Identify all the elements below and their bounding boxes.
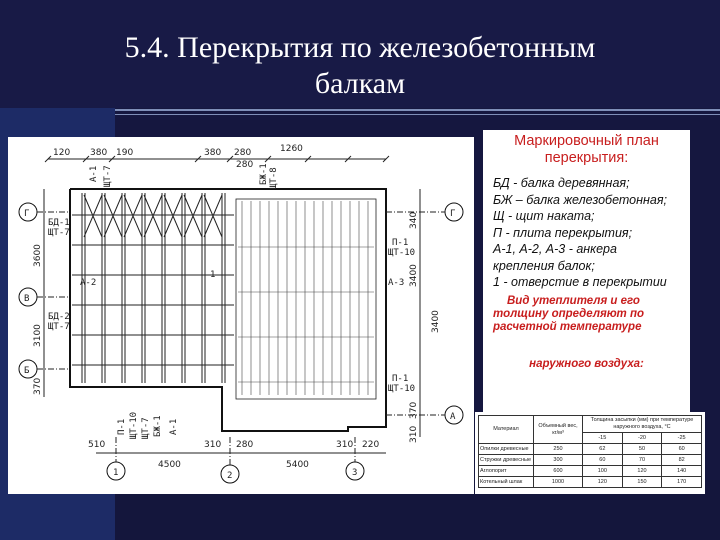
label-sht7-top: ЩТ-7 bbox=[103, 165, 113, 187]
cell-t15: 120 bbox=[583, 477, 623, 488]
table-row bbox=[479, 466, 702, 477]
dim-top-4: 380 bbox=[204, 148, 222, 158]
label-sht8-top: ЩТ-8 bbox=[269, 167, 279, 189]
title-rule-thin bbox=[115, 114, 720, 115]
cell-material: Котельный шлак bbox=[479, 477, 534, 488]
axis-a-right: А bbox=[450, 412, 456, 422]
th-thickness: Толщина засыпки (мм) при температуре наружного воздуха, °С bbox=[583, 416, 702, 433]
dim-bottom-3: 280 bbox=[236, 440, 254, 450]
cell-t25: 170 bbox=[662, 477, 702, 488]
th-temp-15: -15 bbox=[583, 433, 623, 444]
insulation-table-grid bbox=[478, 415, 702, 488]
label-a1-bottom: А-1 bbox=[169, 418, 179, 435]
floor-plan-drawing bbox=[8, 137, 474, 494]
label-bd1: БД-1 bbox=[48, 218, 70, 228]
label-sht10-bottom: ЩТ-10 bbox=[129, 411, 139, 439]
legend-item: крепления балок; bbox=[493, 258, 595, 273]
cell-material: Аглопорит bbox=[479, 466, 534, 477]
table-row bbox=[479, 444, 702, 455]
dim-right-4: 370 bbox=[409, 401, 419, 419]
dim-right-3: 3400 bbox=[431, 310, 441, 333]
cell-t25: 140 bbox=[662, 466, 702, 477]
axis-g-right: Г bbox=[450, 209, 456, 219]
dim-top-2: 380 bbox=[90, 148, 108, 158]
dim-bottom-5: 5400 bbox=[286, 460, 309, 470]
title-line-2: балкам bbox=[314, 67, 406, 100]
label-sht10-b: ЩТ-10 bbox=[388, 384, 416, 394]
note-line-2: толщину определяют по bbox=[493, 307, 645, 320]
dim-right-2: 3400 bbox=[409, 264, 419, 287]
label-bj1-bottom: БЖ-1 bbox=[153, 415, 163, 437]
legend-item: П - плита перекрытия; bbox=[493, 225, 633, 240]
dim-top-7: 280 bbox=[234, 148, 252, 158]
th-material: Материал bbox=[479, 416, 534, 444]
cell-t15: 100 bbox=[583, 466, 623, 477]
cell-weight: 1000 bbox=[534, 477, 583, 488]
legend-item: БЖ – балка железобетонная; bbox=[493, 192, 667, 207]
axis-1-bottom: 1 bbox=[113, 468, 119, 478]
cell-t15: 60 bbox=[583, 455, 623, 466]
label-sht7-bottom: ЩТ-7 bbox=[141, 417, 151, 439]
legend-heading bbox=[483, 133, 690, 167]
cell-t20: 70 bbox=[622, 455, 662, 466]
insulation-note bbox=[493, 295, 684, 334]
note-line-3: расчетной температуре bbox=[493, 320, 642, 333]
label-opening: 1 bbox=[210, 270, 216, 280]
floor-plan-svg bbox=[8, 137, 474, 494]
legend-panel bbox=[483, 130, 690, 412]
label-p1-bottom: П-1 bbox=[117, 418, 127, 435]
label-p1-a: П-1 bbox=[392, 238, 409, 248]
dim-right-5: 310 bbox=[409, 425, 419, 443]
title-rule bbox=[115, 109, 720, 111]
legend-item: 1 - отверстие в перекрытии bbox=[493, 275, 667, 289]
legend-item: Щ - щит наката; bbox=[493, 209, 595, 223]
cell-t25: 60 bbox=[662, 444, 702, 455]
cell-t15: 62 bbox=[583, 444, 623, 455]
dim-left-3: 370 bbox=[33, 377, 43, 395]
dim-top-5: 1260 bbox=[280, 144, 303, 154]
axis-g-left: Г bbox=[24, 209, 30, 219]
cell-weight: 300 bbox=[534, 455, 583, 466]
cell-t20: 150 bbox=[622, 477, 662, 488]
label-bj1-top: БЖ-1 bbox=[259, 163, 269, 185]
note-line-1: Вид утеплителя и его bbox=[507, 294, 640, 307]
dim-top-6: 280 bbox=[236, 160, 254, 170]
table-row bbox=[479, 455, 702, 466]
cell-material: Опилки древесные bbox=[479, 444, 534, 455]
label-sht7-a: ЩТ-7 bbox=[48, 228, 70, 238]
axis-b-left: Б bbox=[24, 366, 30, 376]
cell-weight: 250 bbox=[534, 444, 583, 455]
axis-v-left: В bbox=[24, 294, 30, 304]
th-temp-25: -25 bbox=[662, 433, 702, 444]
note-line-4: наружного воздуха: bbox=[529, 357, 644, 370]
legend-heading-line-2: перекрытия: bbox=[544, 150, 629, 166]
label-sht7-b: ЩТ-7 bbox=[48, 322, 70, 332]
dim-bottom-4: 4500 bbox=[158, 460, 181, 470]
legend-item: А-1, А-2, А-3 - анкера bbox=[493, 242, 617, 256]
dim-top-3: 190 bbox=[116, 148, 134, 158]
cell-t25: 82 bbox=[662, 455, 702, 466]
dim-left-1: 3600 bbox=[33, 244, 43, 267]
dim-left-2: 3100 bbox=[33, 324, 43, 347]
dim-bottom-1: 510 bbox=[88, 440, 106, 450]
axis-2-bottom: 2 bbox=[227, 471, 233, 481]
label-p1-b: П-1 bbox=[392, 374, 409, 384]
label-a3: А-3 bbox=[388, 278, 405, 288]
slide-title bbox=[0, 30, 720, 102]
cell-t20: 50 bbox=[622, 444, 662, 455]
label-sht10-a: ЩТ-10 bbox=[388, 248, 416, 258]
title-line-1: 5.4. Перекрытия по железобетонным bbox=[124, 31, 596, 64]
dim-top-1: 120 bbox=[53, 148, 71, 158]
dim-right-1: 340 bbox=[409, 211, 419, 229]
label-a1-top: А-1 bbox=[89, 165, 99, 182]
dim-bottom-7: 220 bbox=[362, 440, 380, 450]
legend-heading-line-1: Маркировочный план bbox=[514, 133, 659, 149]
legend-list bbox=[493, 175, 686, 291]
th-weight: Объемный вес, кг/м³ bbox=[534, 416, 583, 444]
dim-bottom-6: 310 bbox=[336, 440, 354, 450]
label-bd2: БД-2 bbox=[48, 312, 70, 322]
dim-bottom-2: 310 bbox=[204, 440, 222, 450]
axis-3-bottom: 3 bbox=[352, 468, 358, 478]
th-temp-20: -20 bbox=[622, 433, 662, 444]
cell-material: Стружки древесные bbox=[479, 455, 534, 466]
cell-weight: 600 bbox=[534, 466, 583, 477]
label-a2: А-2 bbox=[80, 278, 97, 288]
cell-t20: 120 bbox=[622, 466, 662, 477]
insulation-table bbox=[475, 412, 705, 494]
table-row bbox=[479, 477, 702, 488]
legend-item: БД - балка деревянная; bbox=[493, 176, 630, 190]
